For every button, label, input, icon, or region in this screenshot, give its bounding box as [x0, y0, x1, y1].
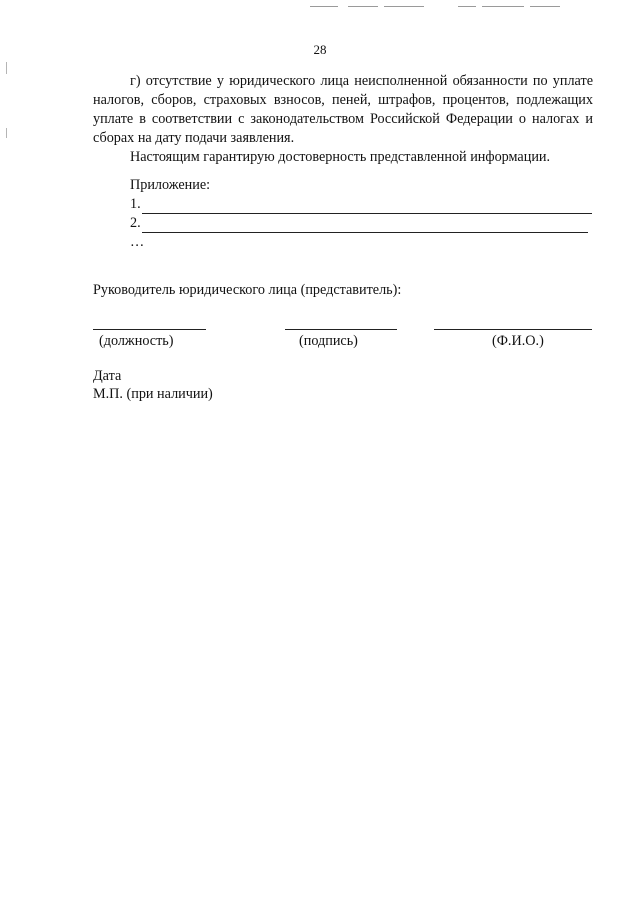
attachments-ellipsis: …	[130, 234, 145, 250]
signature-line	[285, 329, 397, 330]
scan-artifact	[482, 6, 524, 7]
attachments-heading: Приложение:	[130, 177, 211, 193]
main-text	[93, 72, 593, 167]
attachment-fill-line	[142, 218, 588, 233]
scan-artifact	[310, 6, 338, 7]
head-of-entity-label: Руководитель юридического лица (представитель):	[93, 282, 402, 298]
signature-caption: (подпись)	[299, 333, 358, 349]
name-line	[434, 329, 592, 330]
attachment-row-1	[130, 195, 600, 214]
position-caption: (должность)	[99, 333, 174, 349]
position-line	[93, 329, 206, 330]
scan-artifact	[348, 6, 378, 7]
paragraph-item-g: г) отсутствие у юридического лица неисполненной обязанности по уплате налогов, сборов, страховых взносов, пеней, штрафов, процентов, подлежащих уплате в соответствии с законодательством Российской Федерации о налогах и сборах на дату подачи заявления.	[93, 73, 593, 146]
page-number: 28	[313, 42, 327, 57]
date-label: Дата	[93, 368, 122, 384]
attachment-fill-line	[142, 199, 592, 214]
scan-artifact	[458, 6, 476, 7]
seal-label: М.П. (при наличии)	[93, 386, 213, 402]
name-caption: (Ф.И.О.)	[492, 333, 544, 349]
attachment-number: 2.	[130, 215, 141, 231]
scan-artifact	[530, 6, 560, 7]
scan-artifact	[384, 6, 424, 7]
scan-artifact	[6, 62, 7, 74]
attachment-number: 1.	[130, 196, 141, 212]
scan-artifact	[6, 128, 7, 138]
attachments-block	[130, 176, 600, 252]
attachment-row-2	[130, 214, 600, 233]
paragraph-guarantee: Настоящим гарантирую достоверность представленной информации.	[130, 149, 551, 165]
